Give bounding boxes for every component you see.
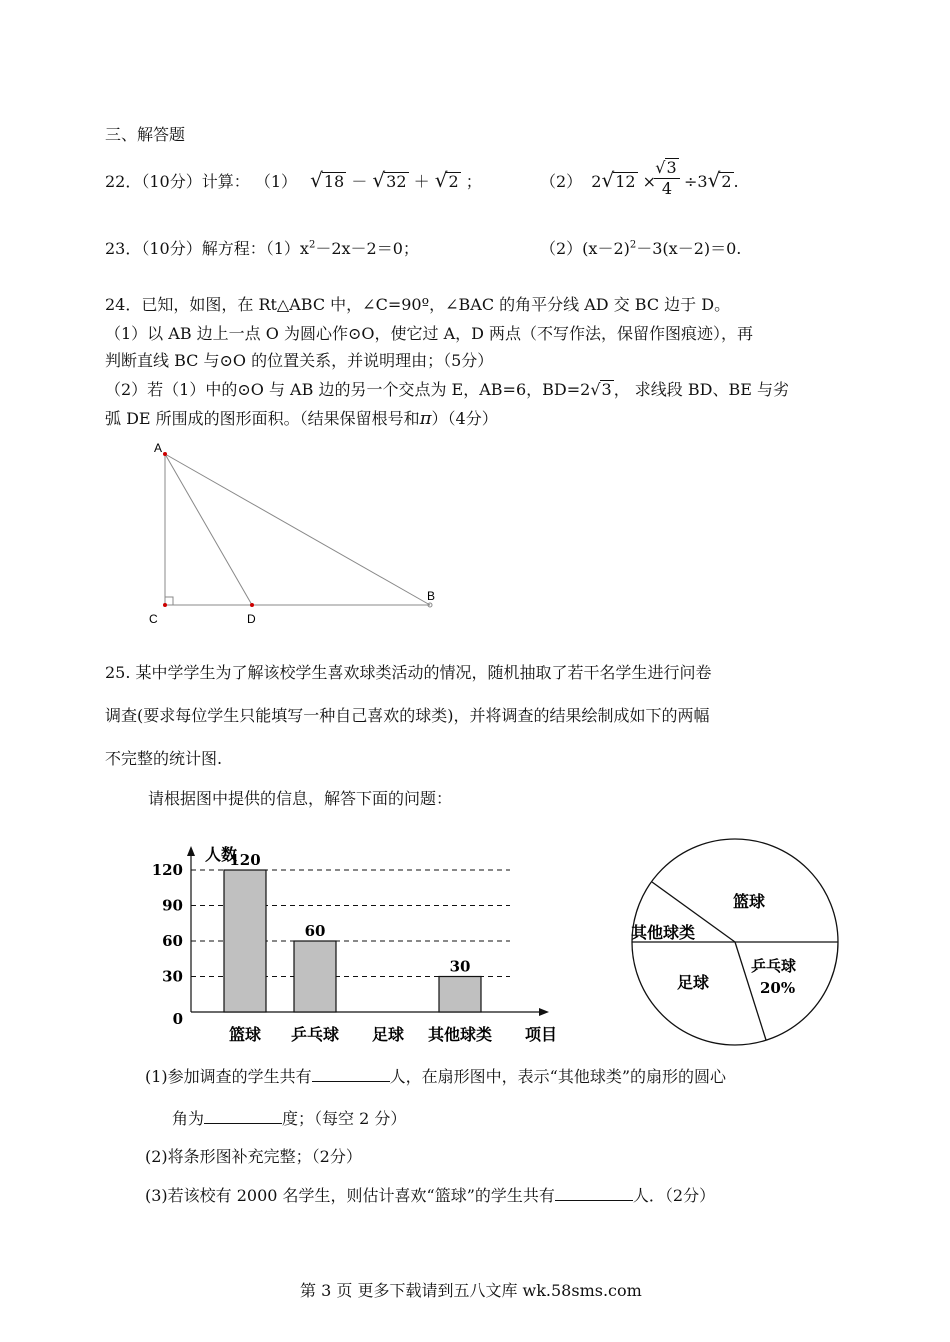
q22-line: 22．（10分）计算： （1） √18 － √32 ＋ √2 ； bbox=[105, 168, 482, 192]
q24-line3: 判断直线 BC 与⊙O 的位置关系，并说明理由；（5分） bbox=[105, 351, 494, 370]
q24-line2: （1）以 AB 边上一点 O 为圆心作⊙O，使它过 A，D 两点（不写作法，保留作图痕迹），再 bbox=[105, 324, 754, 343]
q23-part2 bbox=[540, 236, 741, 259]
q22-r2: 32 bbox=[386, 172, 407, 191]
q25-sub1a: (1)参加调查的学生共有 bbox=[145, 1067, 312, 1086]
q22-r1: 18 bbox=[323, 172, 345, 191]
q24-line4: （2）若（1）中的⊙O 与 AB 边的另一个交点为 E，AB=6，BD=2√3 ， 求线段 BD、BE 与劣 bbox=[105, 380, 789, 399]
bar bbox=[294, 941, 336, 1012]
bar bbox=[224, 870, 266, 1012]
answer-blank-total[interactable] bbox=[312, 1067, 390, 1082]
section-title: 三、解答题 bbox=[105, 125, 186, 144]
pie-label-pct: 20% bbox=[760, 979, 796, 997]
q22-label: 22．（10分）计算： bbox=[105, 172, 250, 191]
x-axis-label: 项目 bbox=[525, 1025, 558, 1044]
bar-chart bbox=[145, 840, 575, 1055]
pie-label-football: 足球 bbox=[677, 973, 710, 992]
q24-line5a: 弧 DE 所围成的图形面积。（结果保留根号和 bbox=[105, 409, 420, 428]
q24-bd-rad: 3 bbox=[601, 380, 612, 399]
pie-label-basketball: 篮球 bbox=[733, 892, 766, 911]
q25-sub1c: 角为 bbox=[172, 1109, 205, 1128]
x-tick-label: 篮球 bbox=[228, 1025, 262, 1044]
q25-line4: 请根据图中提供的信息，解答下面的问题： bbox=[148, 789, 453, 808]
point-a bbox=[163, 452, 167, 456]
pie-label-pingpang: 乒乓球 bbox=[751, 957, 797, 975]
side-ab bbox=[165, 454, 430, 605]
bar bbox=[439, 977, 481, 1013]
q25-sub1 bbox=[145, 1064, 726, 1087]
q23-sup2: 2 bbox=[629, 239, 637, 251]
q22-part2: （2） bbox=[540, 172, 583, 191]
x-tick-label: 其他球类 bbox=[427, 1025, 493, 1044]
q22-div: ÷3 bbox=[684, 172, 708, 191]
q22-minus: － bbox=[351, 172, 368, 191]
q22-den: 4 bbox=[661, 179, 673, 198]
triangle-figure bbox=[140, 440, 460, 635]
bar-value-label: 120 bbox=[229, 851, 261, 869]
q22-tail: ÷3√2 . bbox=[684, 168, 739, 192]
q24-bd-coef: 2 bbox=[580, 380, 591, 399]
q25-sub3b: 人．（2分） bbox=[632, 1186, 716, 1205]
point-c bbox=[163, 603, 167, 607]
x-tick-label: 乒乓球 bbox=[290, 1025, 340, 1044]
y-tick-label: 90 bbox=[162, 896, 183, 915]
y-tick-label: 30 bbox=[162, 967, 183, 986]
q22-num: 3 bbox=[666, 158, 677, 177]
bar-value-label: 30 bbox=[449, 957, 471, 976]
q22-coef: 2 bbox=[591, 172, 602, 191]
page-footer: 第 3 页 更多下载请到五八文库 wk.58sms.com bbox=[300, 1281, 642, 1300]
q23-sup: 2 bbox=[308, 239, 316, 251]
q23-part2a: （2）(x－2) bbox=[540, 239, 630, 258]
q22-r4: 12 bbox=[615, 172, 636, 191]
q25-sub2: (2)将条形图补充完整；（2分） bbox=[145, 1147, 362, 1166]
q22-part2-line: （2） 2√12 × bbox=[540, 168, 657, 192]
q22-r5: 2 bbox=[721, 172, 732, 191]
q24-line4a: （2）若（1）中的⊙O 与 AB 边的另一个交点为 E，AB=6，BD= bbox=[105, 380, 581, 399]
pie-chart bbox=[625, 838, 845, 1058]
point-d bbox=[250, 603, 254, 607]
q22-r3: 2 bbox=[448, 172, 459, 191]
q25-sub1d: 度；（每空 2 分） bbox=[282, 1109, 407, 1128]
q23-label: 23．（10分）解方程：（1）x bbox=[105, 239, 309, 258]
x-tick-label: 足球 bbox=[371, 1025, 405, 1044]
q25-sub1b: 人，在扇形图中，表示“其他球类”的扇形的圆心 bbox=[389, 1067, 727, 1086]
y-axis-label: 人数 bbox=[205, 845, 238, 864]
q22-fraction: √3 4 bbox=[654, 158, 680, 198]
x-axis-arrow bbox=[539, 1008, 549, 1016]
q25-sub3a: (3)若该校有 2000 名学生，则估计喜欢“篮球”的学生共有 bbox=[145, 1186, 555, 1205]
bar-value-label: 60 bbox=[304, 922, 326, 940]
q25-sub3 bbox=[145, 1183, 715, 1206]
y-axis-arrow bbox=[187, 846, 195, 856]
bisector-ad bbox=[165, 454, 252, 605]
y-tick-label: 0 bbox=[172, 1010, 183, 1028]
q24-line5b: ）（4分） bbox=[431, 409, 498, 428]
q25-sub1-cont bbox=[172, 1106, 406, 1129]
q25-line2: 调查(要求每位学生只能填写一种自己喜欢的球类)，并将调查的结果绘制成如下的两幅 bbox=[105, 706, 710, 725]
q25-line3: 不完整的统计图. bbox=[105, 749, 223, 768]
q24-pi: π bbox=[419, 408, 432, 429]
q22-plus: ＋ bbox=[413, 172, 430, 191]
label-a: A bbox=[154, 441, 163, 455]
answer-blank-estimate[interactable] bbox=[555, 1186, 633, 1201]
q24-line1: 24．已知，如图，在 Rt△ABC 中，∠C=90º，∠BAC 的角平分线 AD 交 BC 边于 D。 bbox=[105, 295, 731, 314]
q23-line bbox=[105, 236, 419, 259]
q22-semi: ； bbox=[465, 172, 482, 191]
label-c: C bbox=[149, 612, 158, 626]
q23-part2b: －3(x－2)＝0. bbox=[636, 239, 742, 258]
q25-line1: 25. 某中学学生为了解该校学生喜欢球类活动的情况，随机抽取了若干名学生进行问卷 bbox=[105, 663, 712, 682]
q24-line5 bbox=[105, 406, 498, 429]
q22-dot: . bbox=[733, 172, 739, 191]
y-tick-label: 60 bbox=[162, 932, 183, 950]
label-b: B bbox=[427, 589, 436, 603]
y-tick-label: 120 bbox=[151, 861, 183, 879]
q22-part1: （1） bbox=[254, 172, 298, 191]
pie-label-other: 其他球类 bbox=[631, 923, 696, 942]
label-d: D bbox=[247, 612, 256, 626]
answer-blank-angle[interactable] bbox=[204, 1109, 282, 1124]
q24-line4c: ， 求线段 BD、BE 与劣 bbox=[613, 380, 789, 399]
q23-rest1: －2x－2＝0； bbox=[315, 239, 419, 258]
q22-times: × bbox=[642, 172, 657, 191]
